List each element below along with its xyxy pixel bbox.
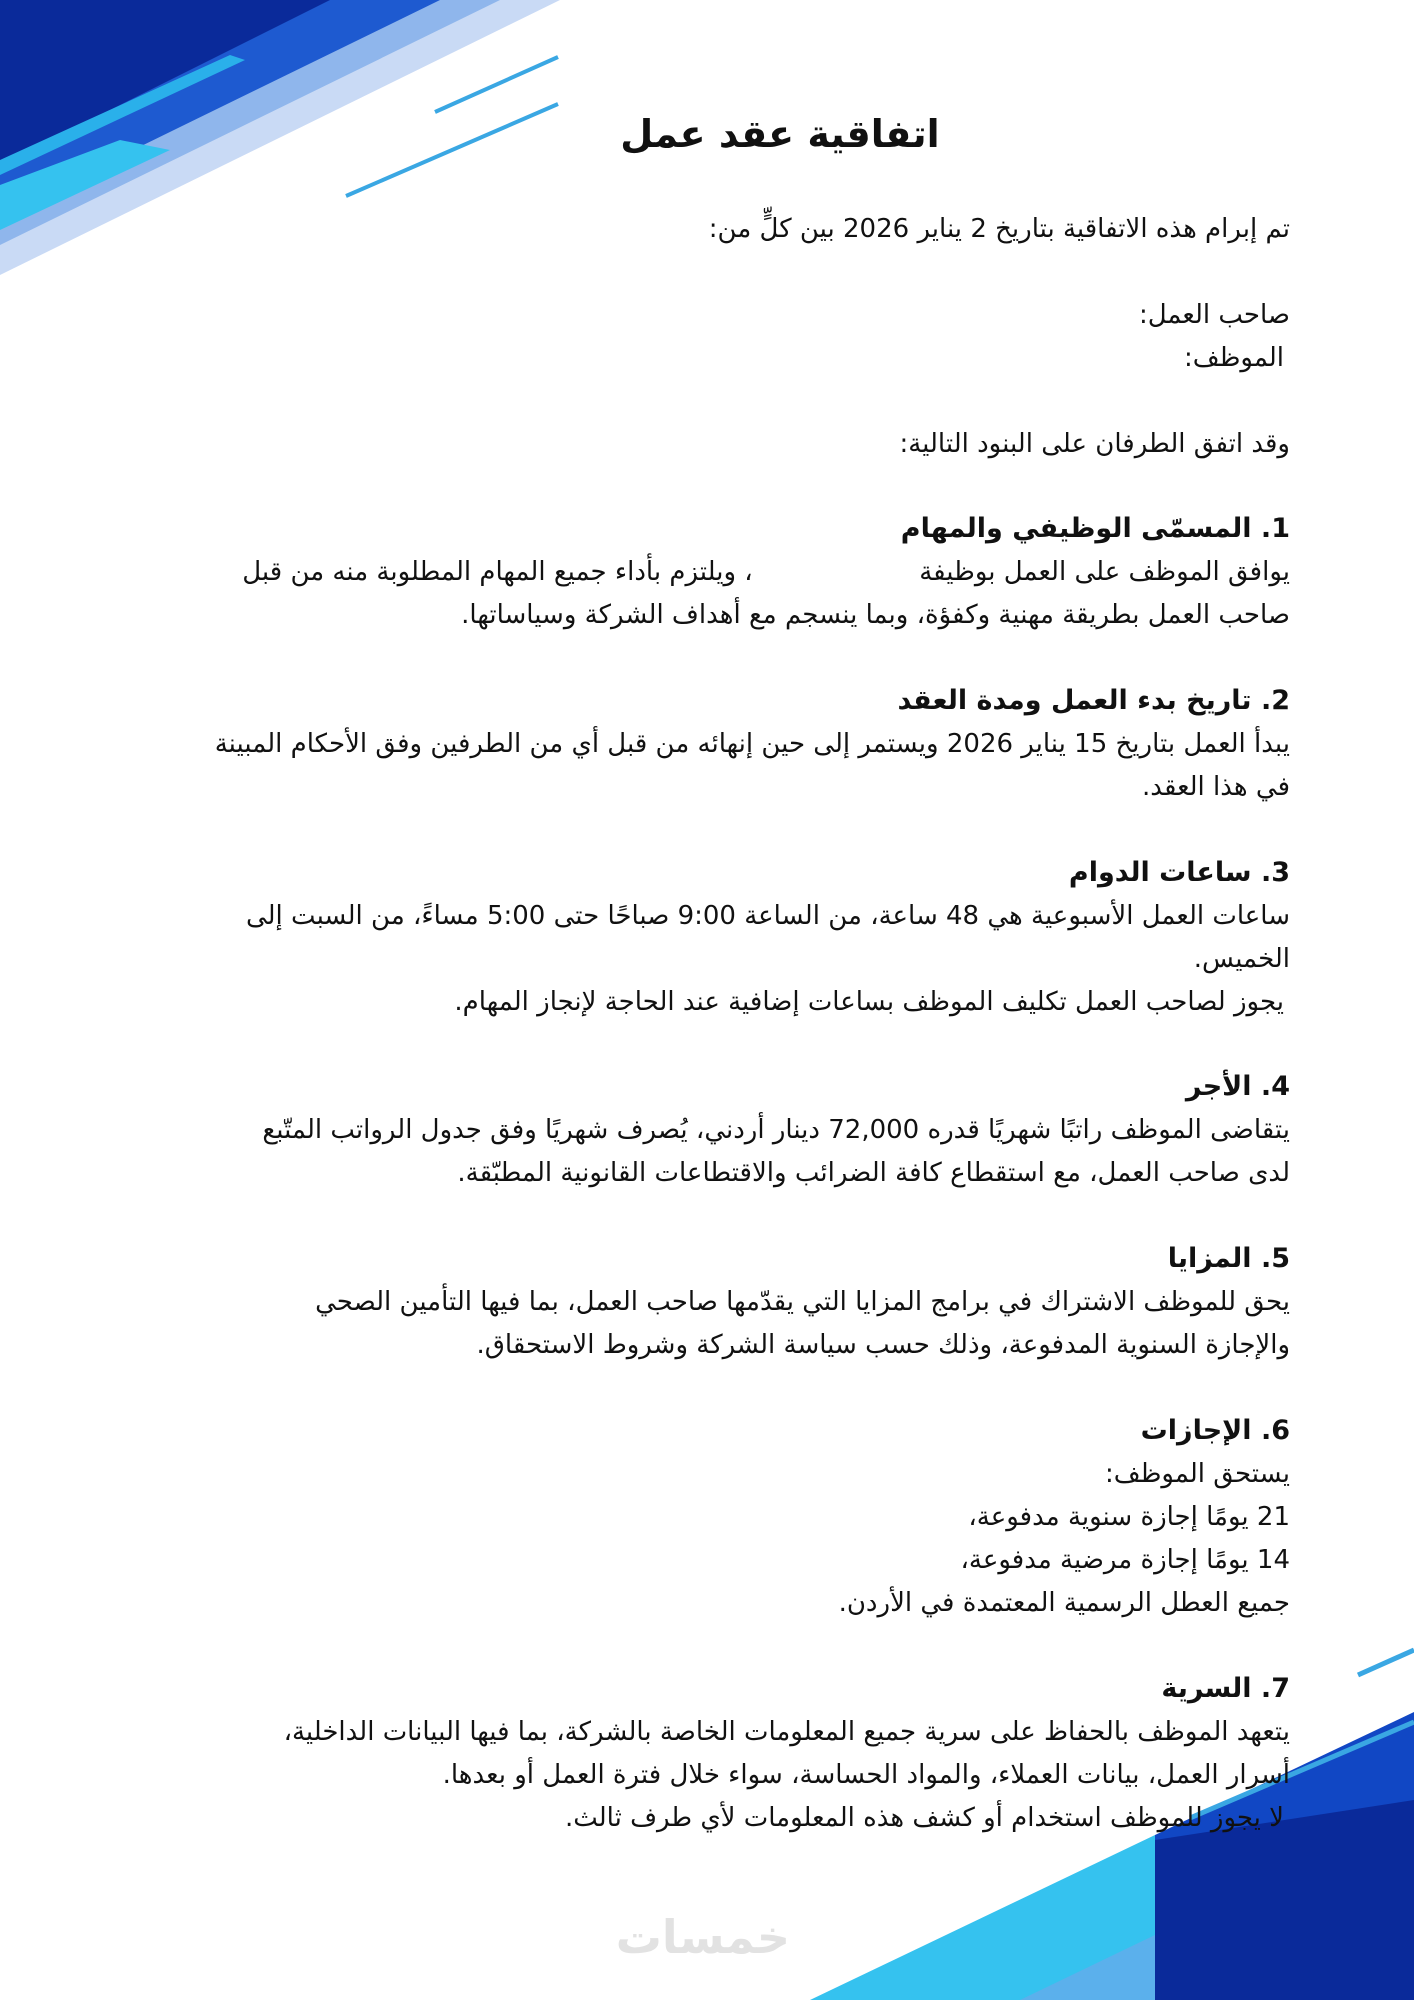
section-2-line-1: يبدأ العمل بتاريخ 15 يناير 2026 ويستمر إلى حين إنهائه من قبل أي من الطرفين وفق الأحكام المبينة bbox=[214, 729, 1290, 759]
section-7-line-1: يتعهد الموظف بالحفاظ على سرية جميع المعلومات الخاصة بالشركة، بما فيها البيانات الداخلية، bbox=[283, 1717, 1290, 1747]
section-3-line-1: ساعات العمل الأسبوعية هي 48 ساعة، من الساعة 9:00 صباحًا حتى 5:00 مساءً، من السبت إلى bbox=[245, 901, 1290, 931]
section-5-line-2: والإجازة السنوية المدفوعة، وذلك حسب سياسة الشركة وشروط الاستحقاق. bbox=[476, 1330, 1290, 1360]
section-3-line-2: الخميس. bbox=[1193, 944, 1290, 974]
agreement-line: وقد اتفق الطرفان على البنود التالية: bbox=[899, 429, 1290, 459]
section-6-line-3: 14 يومًا إجازة مرضية مدفوعة، bbox=[960, 1545, 1290, 1575]
section-6-line-1: يستحق الموظف: bbox=[1105, 1459, 1290, 1489]
watermark-logo: خمسات bbox=[615, 1910, 790, 1964]
contract-document bbox=[140, 0, 1290, 2000]
document-title: اتفاقية عقد عمل bbox=[620, 112, 940, 156]
section-6-line-4: جميع العطل الرسمية المعتمدة في الأردن. bbox=[838, 1588, 1290, 1618]
section-1-text-end: ، ويلتزم بأداء جميع المهام المطلوبة منه من قبل bbox=[242, 557, 753, 587]
section-2-heading: 2. تاريخ بدء العمل ومدة العقد bbox=[897, 685, 1290, 716]
section-3-heading: 3. ساعات الدوام bbox=[1068, 857, 1290, 888]
intro-line: تم إبرام هذه الاتفاقية بتاريخ 2 يناير 2026 بين كلٍّ من: bbox=[708, 214, 1290, 244]
section-7-line-2: أسرار العمل، بيانات العملاء، والمواد الحساسة، سواء خلال فترة العمل أو بعدها. bbox=[442, 1760, 1290, 1790]
section-1-heading: 1. المسمّى الوظيفي والمهام bbox=[900, 513, 1290, 544]
section-7-line-3: لا يجوز للموظف استخدام أو كشف هذه المعلومات لأي طرف ثالث. bbox=[564, 1803, 1284, 1833]
section-2-line-2: في هذا العقد. bbox=[1142, 772, 1290, 802]
section-1-text-start: يوافق الموظف على العمل بوظيفة bbox=[919, 557, 1290, 587]
section-4-heading: 4. الأجر bbox=[1185, 1071, 1290, 1102]
section-5-heading: 5. المزايا bbox=[1167, 1243, 1290, 1274]
section-6-heading: 6. الإجازات bbox=[1140, 1415, 1290, 1446]
section-5-line-1: يحق للموظف الاشتراك في برامج المزايا التي يقدّمها صاحب العمل، بما فيها التأمين الصحي bbox=[315, 1287, 1290, 1317]
section-4-line-1: يتقاضى الموظف راتبًا شهريًا قدره 72,000 دينار أردني، يُصرف شهريًا وفق جدول الرواتب المتّبع bbox=[262, 1115, 1290, 1145]
bottom-right-accent-line-1 bbox=[1358, 1650, 1414, 1675]
section-1-line-2: صاحب العمل بطريقة مهنية وكفؤة، وبما ينسجم مع أهداف الشركة وسياساتها. bbox=[461, 600, 1290, 630]
section-3-line-3: يجوز لصاحب العمل تكليف الموظف بساعات إضافية عند الحاجة لإنجاز المهام. bbox=[454, 987, 1284, 1017]
section-1-line-1 bbox=[140, 551, 1290, 593]
employee-label: الموظف: bbox=[1184, 343, 1284, 373]
section-6-line-2: 21 يومًا إجازة سنوية مدفوعة، bbox=[968, 1502, 1290, 1532]
section-4-line-2: لدى صاحب العمل، مع استقطاع كافة الضرائب والاقتطاعات القانونية المطبّقة. bbox=[457, 1158, 1290, 1188]
section-7-heading: 7. السرية bbox=[1161, 1673, 1290, 1704]
employer-label: صاحب العمل: bbox=[1138, 300, 1290, 330]
